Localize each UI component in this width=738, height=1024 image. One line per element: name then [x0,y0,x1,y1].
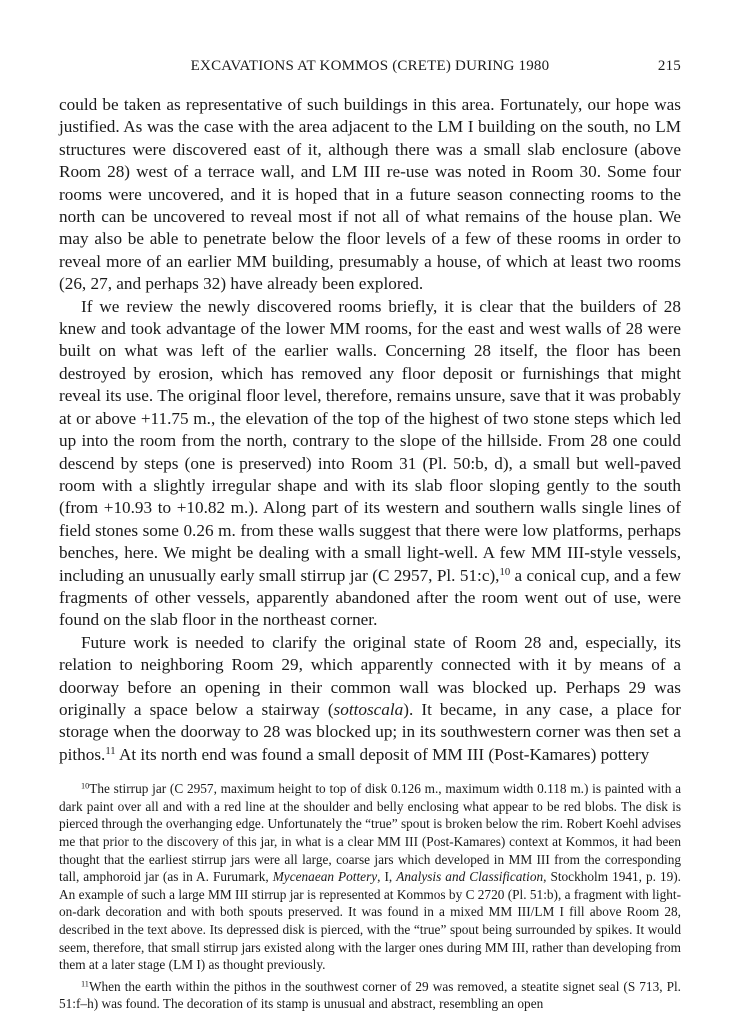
footnote-10-italic-2: Analysis and Classification [396,869,544,885]
footnote-11-mark: 11 [81,979,89,989]
page-number: 215 [657,58,681,74]
footnote-ref-11: 11 [105,745,116,757]
paragraph-2-text-b: a conical cup, and a few fragments of other vessels, apparently abandoned after the room went out of use, were found on the slab floor in the northeast corner. [59,565,681,630]
footnotes [59,780,681,1013]
paragraph-2 [59,296,681,632]
page [59,58,681,1017]
footnote-10-text-b: , I, [377,869,397,885]
footnote-10 [59,780,681,974]
running-head [59,58,681,82]
paragraph-1-text: could be taken as representative of such buildings in this area. Fortunately, our hope was justified. As was the case with the area adjacent to the LM I building on the south, no LM structures were discovered east of it, although there was a small slab enclosure (above Room 28) west of a terrace wall, and LM III re-use was noted in Room 30. Some four rooms were uncovered, and it is hoped that in a future season connecting rooms to the north can be uncovered to reveal most if not all of what remains of the house plan. We may also be able to penetrate below the floor levels of a few of these rooms in order to reveal more of an earlier MM building, presumably a house, of which at least two rooms (26, 27, and perhaps 32) have already been explored. [59,95,681,294]
footnote-11-text: When the earth within the pithos in the southwest corner of 29 was removed, a steatite signet seal (S 713, Pl. 51:f–h) was found. The decoration of its stamp is unusual and abstract, resembling an open [59,978,681,1012]
footnote-10-text-c: , Stockholm 1941, p. 19). An example of such a large MM III stirrup jar is represented at Kommos by C 2720 (Pl. 51:b), a fragment with light-on-dark decoration and with both spouts preserved. It was found in a mixed MM III/LM I fill above Room 28, described in the text above. Its depressed disk is pierced, with the “true” spout being surrounded by spikes. It would seem, therefore, that small stirrup jars existed along with the larger ones during MM III, rather than developing from them at a later stage (LM I) as thought previously. [59,869,681,973]
footnote-10-mark: 10 [81,781,90,791]
paragraph-3-text-a: Future work is needed to clarify the original state of Room 28 and, especially, its relation to neighboring Room 29, which apparently connected with it by means of a doorway before an opening in their common wall was blocked up. Perhaps 29 was originally a space below a stairway ( [59,632,681,719]
running-title: EXCAVATIONS AT KOMMOS (CRETE) DURING 1980 [190,58,550,74]
footnote-10-text-a: The stirrup jar (C 2957, maximum height to top of disk 0.126 m., maximum width 0.118 m.) is painted with a dark paint over all and with a red line at the shoulder and belly enclosing what appear to be red blobs. The disk is pierced through the overhanging edge. Unfortunately the “true” spout is broken below the rim. Robert Koehl advises me that prior to the discovery of this jar, in what is a clear MM III (Post-Kamares) context at Kommos, it had been thought that the earliest stirrup jars were all large, coarse jars which developed in MM III from the corresponding tall, amphoroid jar (as in A. Furumark, [59,781,681,885]
paragraph-3-text-b: ). It became, in any case, a place for storage when the doorway to 28 was blocked up; in its southwestern corner was then set a pithos. [59,699,681,764]
footnote-ref-10: 10 [499,566,511,578]
body-text [59,94,681,766]
paragraph-2-text-a: If we review the newly discovered rooms briefly, it is clear that the builders of 28 knew and took advantage of the lower MM rooms, for the east and west walls of 28 were built on what was left of the earlier walls. Concerning 28 itself, the floor has been destroyed by erosion, which has removed any floor deposit or furnishings that might reveal its use. The original floor level, therefore, remains unsure, save that it was probably at or above +11.75 m., the elevation of the top of the highest of two stone steps which led up into the room from the north, contrary to the slope of the hillside. From 28 one could descend by steps (one is preserved) into Room 31 (Pl. 50:b, d), a small but well-paved room with a slightly irregular shape and with its slab floor sloping gently to the south (from +10.93 to +10.82 m.). Along part of its western and southern walls single lines of field stones some 0.26 m. from these walls suggest that there were low platforms, perhaps benches, here. We might be dealing with a small light-well. A few MM III-style vessels, including an unusually early small stirrup jar (C 2957, Pl. 51:c), [59,296,681,585]
paragraph-3-italic: sottoscala [333,699,404,719]
paragraph-1 [59,94,681,296]
footnote-10-italic: Mycenaean Pottery [272,869,378,885]
footnote-11 [59,978,681,1013]
paragraph-3-text-c: At its north end was found a small deposit of MM III (Post-Kamares) pottery [115,744,650,764]
paragraph-3 [59,632,681,766]
